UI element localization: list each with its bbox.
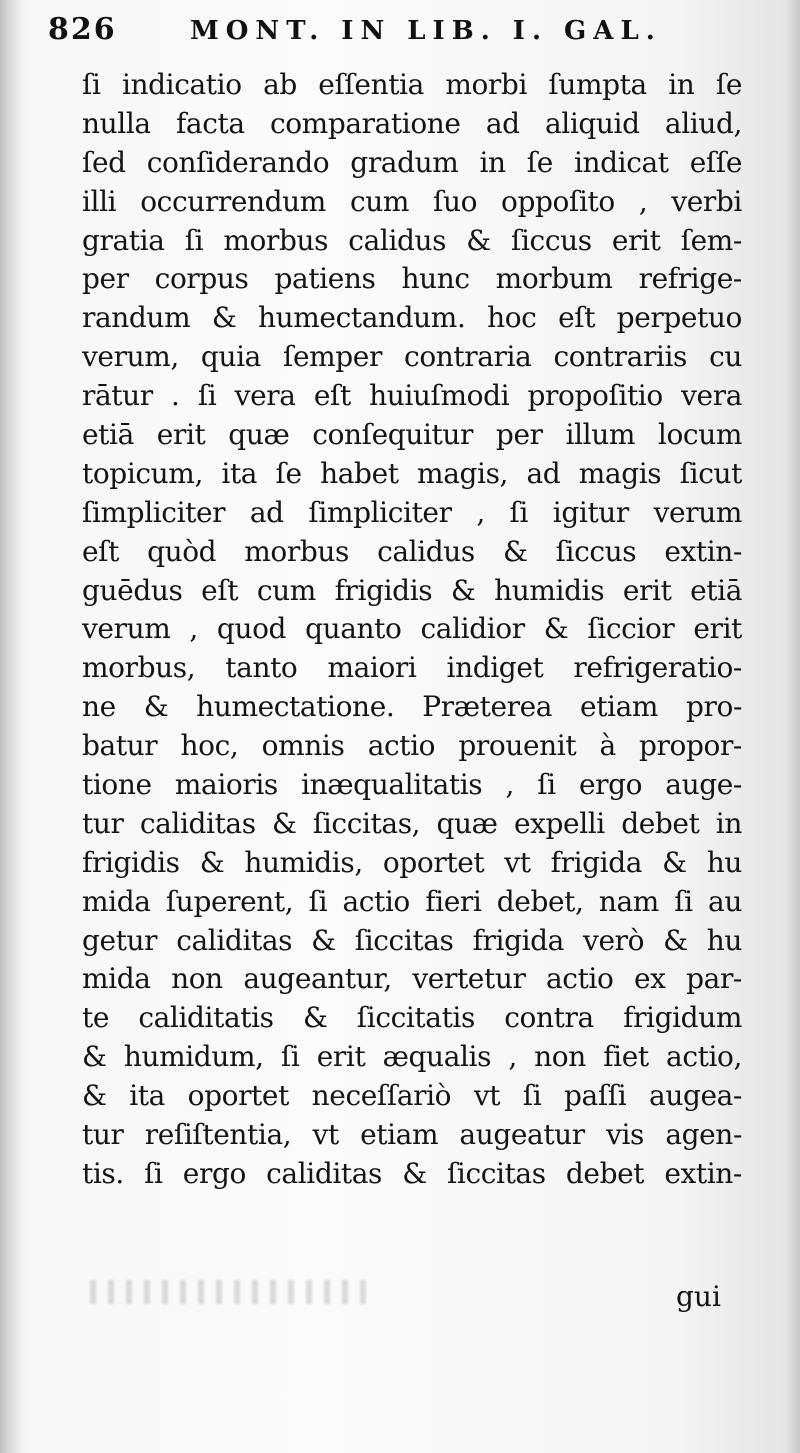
page-number: 826 [48,12,117,47]
body-text [82,66,742,1194]
text-line: te caliditatis & ſiccitatis contra frigidum [82,1001,742,1035]
text-line: getur caliditas & ſiccitas frigida verò & hu [82,923,742,957]
text-line: mida ſuperent, ſi actio fieri debet, nam ſi au [82,884,742,918]
text-line: randum & humectandum. hoc eſt perpetuo [82,301,742,335]
catchword: gui [676,1280,721,1313]
text-line: ſi indicatio ab eſſentia morbi ſumpta in ſe [82,68,742,101]
ink-smudge [90,1280,370,1304]
text-line: tur caliditas & ſiccitas, quæ expelli debet in [82,806,742,840]
text-line: morbus, tanto maiori indiget refrigeratio- [82,651,742,685]
text-line: etiā erit quæ conſequitur per illum locum [82,418,742,452]
text-line: ne & humectatione. Præterea etiam pro- [82,690,742,724]
text-line: nulla facta comparatione ad aliquid aliud, [82,106,742,140]
text-line: & humidum, ſi erit æqualis , non fiet actio, [82,1040,742,1074]
running-title: MONT. IN LIB. I. GAL. [190,16,662,46]
text-line: & ita oportet neceſſariò vt ſi paſſi augea- [82,1079,742,1113]
text-line: illi occurrendum cum ſuo oppoſito , verbi [82,184,742,218]
text-line: verum , quod quanto calidior & ſiccior erit [82,612,742,646]
text-line: gratia ſi morbus calidus & ſiccus erit ſem- [82,223,742,257]
text-line: ſed conſiderando gradum in ſe indicat eſſe [82,145,742,179]
text-line: eſt quòd morbus calidus & ſiccus extin- [82,534,742,568]
text-line: per corpus patiens hunc morbum refrige- [82,262,742,296]
text-line: frigidis & humidis, oportet vt frigida & hu [82,845,742,879]
text-line: rātur . ſi vera eſt huiuſmodi propoſitio vera [82,379,742,413]
text-line: ſimpliciter ad ſimpliciter , ſi igitur verum [82,495,742,529]
text-line: verum, quia ſemper contraria contrariis cu [82,340,742,374]
text-line: tis. ſi ergo caliditas & ſiccitas debet extin- [82,1156,742,1190]
edge-shadow [786,0,800,1453]
text-line: tur reſiſtentia, vt etiam augeatur vis agen- [82,1118,742,1152]
text-line: mida non augeantur, vertetur actio ex par- [82,962,742,996]
text-line: batur hoc, omnis actio prouenit à propor- [82,729,742,763]
gutter-shadow [0,0,22,1453]
text-line: topicum, ita ſe habet magis, ad magis ſicut [82,456,742,490]
text-line: guēdus eſt cum frigidis & humidis erit etiā [82,573,742,607]
running-head [40,10,760,54]
text-line: tione maioris inæqualitatis , ſi ergo auge- [82,768,742,802]
